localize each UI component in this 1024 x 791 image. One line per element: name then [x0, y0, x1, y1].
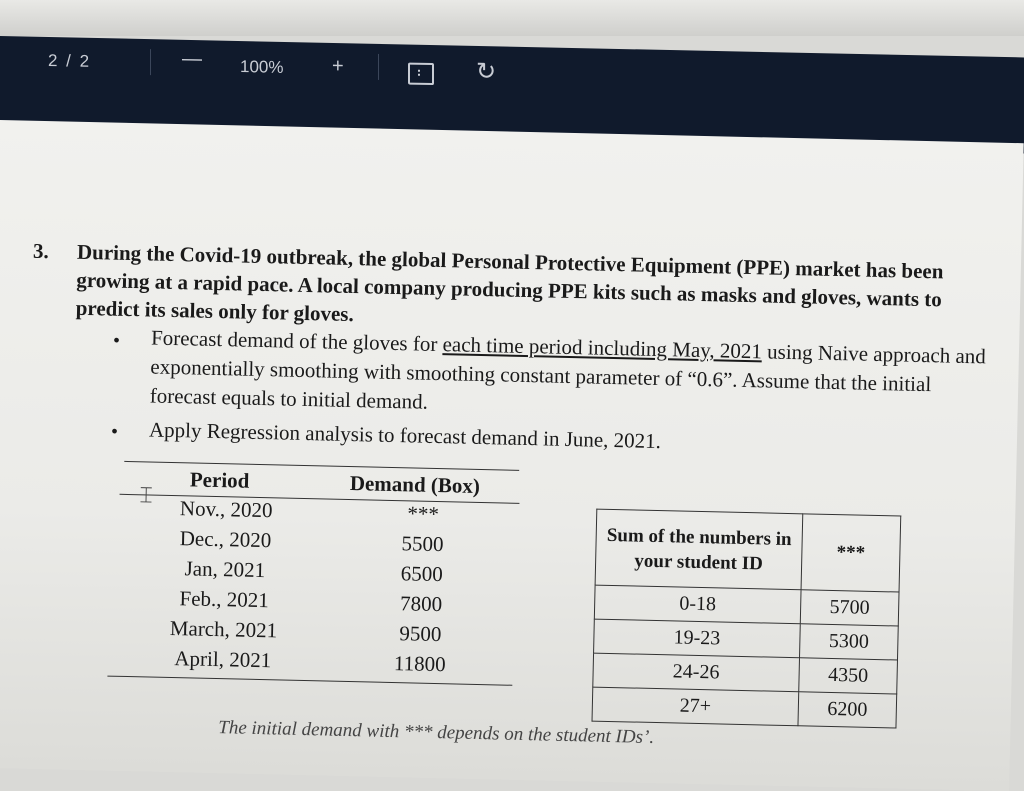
- bullet-regression-text: Apply Regression analysis to forecast demand in June, 2021.: [148, 417, 662, 454]
- bullet-text-part: Forecast demand of the gloves for: [150, 325, 443, 357]
- demand-table: [112, 461, 522, 677]
- underlined-text: each time period including May, 2021: [442, 332, 763, 364]
- footnote: The initial demand with *** depends on the student IDs’.: [218, 717, 655, 748]
- value-cell: 5300: [800, 624, 899, 660]
- value-cell: 4350: [799, 658, 898, 694]
- range-cell: 27+: [592, 687, 799, 726]
- bullet-text-part: using Naive approach and exponentially smoothing with smoothing constant parameter of “0.6”. Assume that the initial forecast equals to initial demand.: [149, 339, 987, 414]
- header-period: Period: [189, 467, 250, 493]
- text-cursor-icon: ⌶: [139, 482, 154, 508]
- fit-page-icon[interactable]: [408, 63, 434, 86]
- question-number: 3.: [32, 238, 50, 264]
- zoom-out-button[interactable]: —: [182, 47, 202, 71]
- demand-cell: 11800: [393, 651, 446, 677]
- document-page: [0, 120, 1024, 791]
- header-sum-id: Sum of the numbers in your student ID: [595, 509, 803, 590]
- period-cell: April, 2021: [174, 646, 272, 673]
- bullet-marker: •: [112, 329, 121, 352]
- student-id-table: [592, 509, 902, 729]
- period-cell: March, 2021: [169, 615, 278, 643]
- period-cell: Jan, 2021: [184, 556, 266, 583]
- demand-cell: 9500: [399, 621, 442, 647]
- bullet-marker: •: [110, 420, 119, 443]
- range-cell: 24-26: [593, 653, 800, 692]
- period-cell: Nov., 2020: [179, 496, 273, 523]
- value-cell: 6200: [798, 692, 897, 728]
- period-cell: Dec., 2020: [179, 526, 272, 553]
- zoom-level[interactable]: 100%: [240, 57, 284, 77]
- header-demand: Demand (Box): [349, 471, 481, 498]
- demand-cell: 6500: [400, 561, 444, 587]
- demand-cell: 7800: [399, 591, 443, 617]
- header-asterisks: ***: [801, 514, 901, 592]
- range-cell: 19-23: [594, 619, 801, 658]
- range-cell: 0-18: [594, 585, 801, 624]
- window-top-strip: [0, 0, 1024, 36]
- toolbar-divider: [150, 49, 151, 75]
- period-cell: Feb., 2021: [179, 586, 270, 613]
- table-row: [592, 687, 897, 728]
- rotate-icon[interactable]: ↻: [476, 57, 497, 86]
- demand-cell: ***: [407, 501, 440, 527]
- zoom-in-button[interactable]: +: [332, 54, 344, 78]
- bullet-forecast-text: [149, 323, 991, 429]
- page-counter[interactable]: 2 / 2: [48, 51, 92, 71]
- value-cell: 5700: [800, 590, 899, 626]
- demand-cell: 5500: [401, 531, 444, 557]
- question-text: During the Covid-19 outbreak, the global Personal Protective Equipment (PPE) market has been growing at a rapid pace. A local company producing PPE kits such as masks and gloves, wants to predict its sales only for gloves.: [75, 239, 944, 327]
- table-row: [595, 509, 901, 592]
- toolbar-divider: [378, 54, 379, 80]
- table-rule: [124, 461, 519, 471]
